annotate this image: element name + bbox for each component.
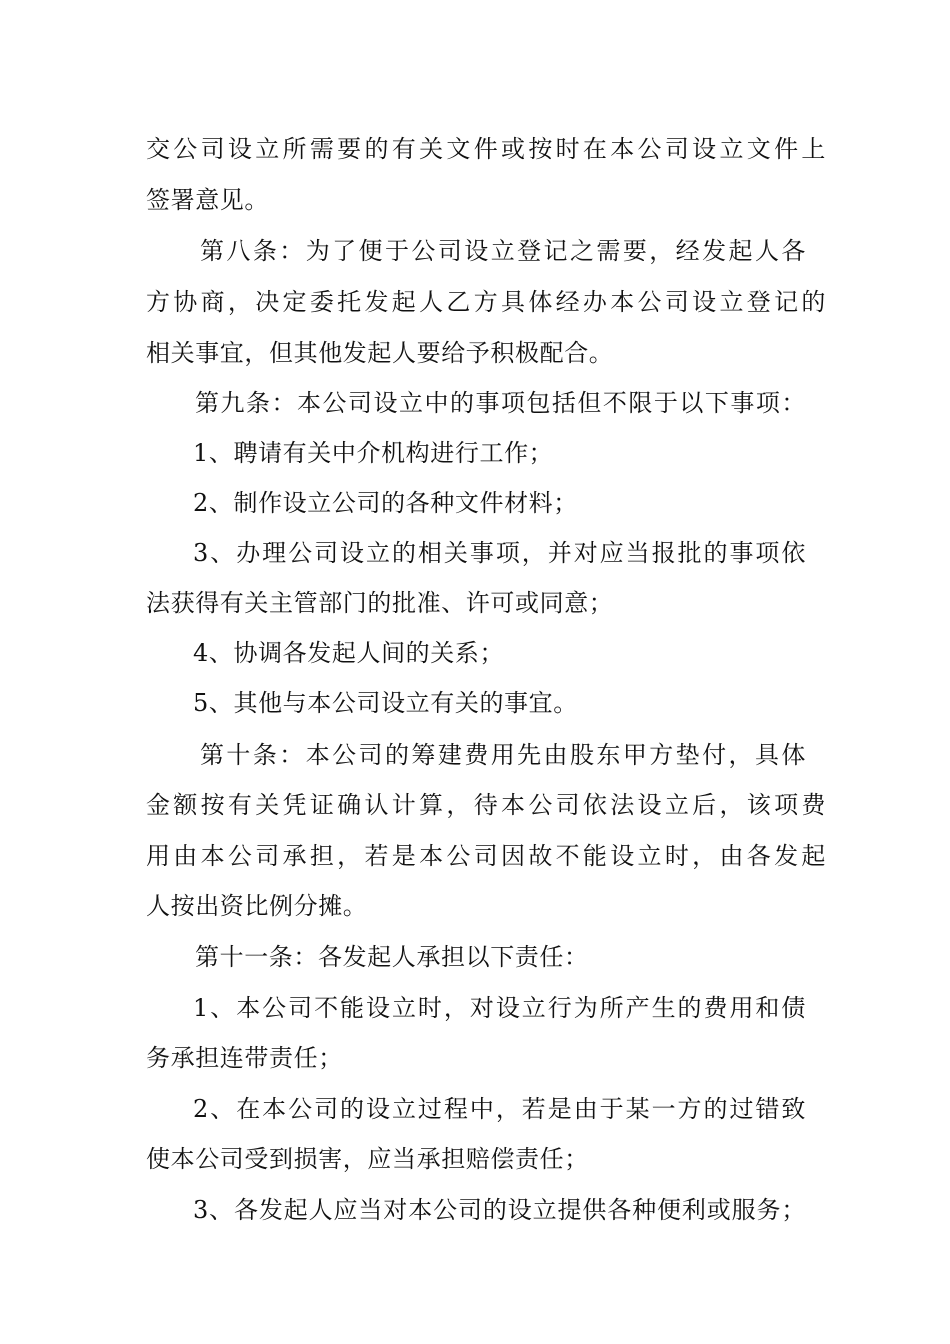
list-item-line: 5、其他与本公司设立有关的事宜。 [193,689,578,717]
body-text-line: 使本公司受到损害，应当承担赔偿责任； [146,1145,589,1173]
body-text-line: 用由本公司承担，若是本公司因故不能设立时，由各发起 [146,842,826,870]
article-8-heading-line: 第八条：为了便于公司设立登记之需要，经发起人各 [200,237,806,265]
list-item-line: 3、各发起人应当对本公司的设立提供各种便利或服务； [193,1196,806,1224]
list-item-line: 3、办理公司设立的相关事项，并对应当报批的事项依 [193,539,806,567]
article-10-heading-line: 第十条：本公司的筹建费用先由股东甲方垫付，具体 [200,741,806,769]
list-item-line: 4、协调各发起人间的关系； [193,639,505,667]
body-text-line: 务承担连带责任； [146,1044,343,1072]
body-text-line: 交公司设立所需要的有关文件或按时在本公司设立文件上 [146,135,826,163]
list-item-line: 2、在本公司的设立过程中，若是由于某一方的过错致 [193,1095,806,1123]
article-11-heading-line: 第十一条：各发起人承担以下责任： [195,943,589,971]
list-item-line: 1、聘请有关中介机构进行工作； [193,439,554,467]
body-text-line: 人按出资比例分摊。 [146,892,368,920]
body-text-line: 相关事宜，但其他发起人要给予积极配合。 [146,339,614,367]
list-item-line: 1、本公司不能设立时，对设立行为所产生的费用和债 [193,994,806,1022]
body-text-line: 金额按有关凭证确认计算，待本公司依法设立后，该项费 [146,791,826,819]
body-text-line: 方协商，决定委托发起人乙方具体经办本公司设立登记的 [146,288,826,316]
body-text-line: 法获得有关主管部门的批准、许可或同意； [146,589,614,617]
body-text-line: 签署意见。 [146,186,269,214]
article-9-heading-line: 第九条：本公司设立中的事项包括但不限于以下事项： [195,389,806,417]
list-item-line: 2、制作设立公司的各种文件材料； [193,489,578,517]
